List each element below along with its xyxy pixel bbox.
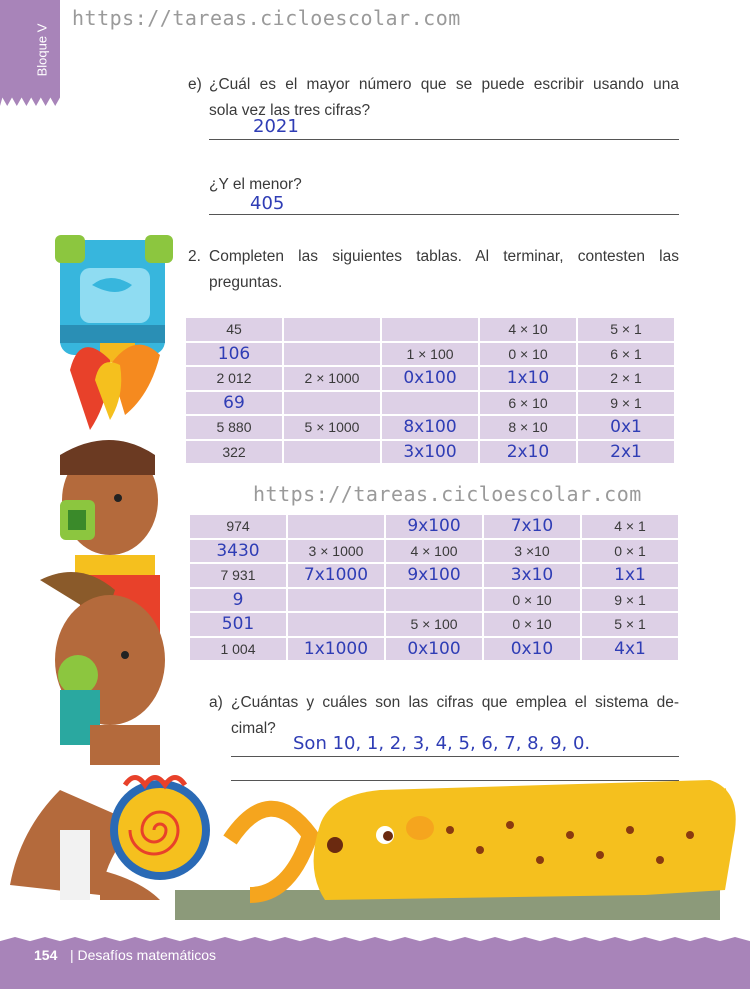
table-cell: 8 × 10 <box>480 416 576 439</box>
table-cell: 5 × 1 <box>582 613 678 636</box>
table-cell: 322 <box>186 441 282 464</box>
table-cell: 3 × 1000 <box>288 540 384 563</box>
page-number: 154 <box>34 947 58 963</box>
table-cell: 2 012 <box>186 367 282 390</box>
table-cell: 4 × 100 <box>386 540 482 563</box>
watermark-middle: https://tareas.cicloescolar.com <box>253 482 642 506</box>
table-cell: 5 × 100 <box>386 613 482 636</box>
question-e-answer: 2021 <box>253 116 299 137</box>
table-cell: 974 <box>190 515 286 538</box>
table-cell: 7x10 <box>484 515 580 538</box>
table-cell: 3x100 <box>382 441 478 464</box>
question-e-text-line1: ¿Cuál es el mayor número que se puede escribir usando una <box>209 76 679 93</box>
table-cell: 0 × 10 <box>484 613 580 636</box>
table-cell: 69 <box>186 392 282 415</box>
table-cell: 5 × 1 <box>578 318 674 341</box>
footer-title: | Desafíos matemáticos <box>70 947 217 963</box>
table-cell: 0 × 1 <box>582 540 678 563</box>
table-cell: 3430 <box>190 540 286 563</box>
table-cell: 3 ×10 <box>484 540 580 563</box>
spiral-shield <box>110 778 210 881</box>
table-cell: 45 <box>186 318 282 341</box>
table-cell: 5 × 1000 <box>284 416 380 439</box>
question-2-label: 2. <box>188 248 201 265</box>
table-cell: 6 × 10 <box>480 392 576 415</box>
question-a-label: a) <box>209 694 223 711</box>
question-a-text-line1: ¿Cuántas y cuáles son las cifras que emplea el sistema de- <box>231 694 679 711</box>
table-cell: 9 × 1 <box>578 392 674 415</box>
question-2-text-line1: Completen las siguientes tablas. Al terminar, contesten las <box>209 248 679 265</box>
table-cell: 4x1 <box>582 638 678 661</box>
watermark-top: https://tareas.cicloescolar.com <box>72 6 461 30</box>
mayan-illustration <box>0 230 750 930</box>
table-cell: 9 <box>190 589 286 612</box>
table-cell: 0 × 10 <box>484 589 580 612</box>
glyph-headdress <box>55 235 173 362</box>
table-cell: 1 004 <box>190 638 286 661</box>
table-cell: 7x1000 <box>288 564 384 587</box>
question-e-label: e) <box>188 76 202 93</box>
table-cell: 2 × 1000 <box>284 367 380 390</box>
table-cell: 3x10 <box>484 564 580 587</box>
table-cell: 1 × 100 <box>382 343 478 366</box>
table-cell: 4 × 10 <box>480 318 576 341</box>
table-cell: 0x100 <box>386 638 482 661</box>
table-cell: 106 <box>186 343 282 366</box>
table-cell: 2x1 <box>578 441 674 464</box>
table-cell: 1x1 <box>582 564 678 587</box>
table-cell: 7 931 <box>190 564 286 587</box>
question-e-sub-answer: 405 <box>250 193 285 214</box>
table-cell: 9x100 <box>386 564 482 587</box>
question-e-sub-question: ¿Y el menor? <box>209 176 302 193</box>
table-cell: 1x1000 <box>288 638 384 661</box>
table-cell: 8x100 <box>382 416 478 439</box>
answer-line-e2 <box>209 214 679 215</box>
footer-bar <box>0 937 750 989</box>
question-a-text-line2: cimal? <box>231 720 276 737</box>
table-cell: 0 × 10 <box>480 343 576 366</box>
table-cell: 2x10 <box>480 441 576 464</box>
block-tab <box>0 0 60 106</box>
table-cell: 0x1 <box>578 416 674 439</box>
question-a-answer: Son 10, 1, 2, 3, 4, 5, 6, 7, 8, 9, 0. <box>293 733 591 754</box>
table-cell: 2 × 1 <box>578 367 674 390</box>
answer-line-e1 <box>209 139 679 140</box>
table-cell: 1x10 <box>480 367 576 390</box>
table-cell: 6 × 1 <box>578 343 674 366</box>
table-cell: 9x100 <box>386 515 482 538</box>
jaguar <box>230 780 736 900</box>
question-e-text-line2: sola vez las tres cifras? <box>209 102 371 119</box>
question-2-text-line2: preguntas. <box>209 274 283 291</box>
table-cell: 9 × 1 <box>582 589 678 612</box>
block-tab-label: Bloque V <box>34 23 50 77</box>
table-cell: 0x100 <box>382 367 478 390</box>
table-cell: 4 × 1 <box>582 515 678 538</box>
table-cell: 5 880 <box>186 416 282 439</box>
table-cell: 501 <box>190 613 286 636</box>
table-cell: 0x10 <box>484 638 580 661</box>
